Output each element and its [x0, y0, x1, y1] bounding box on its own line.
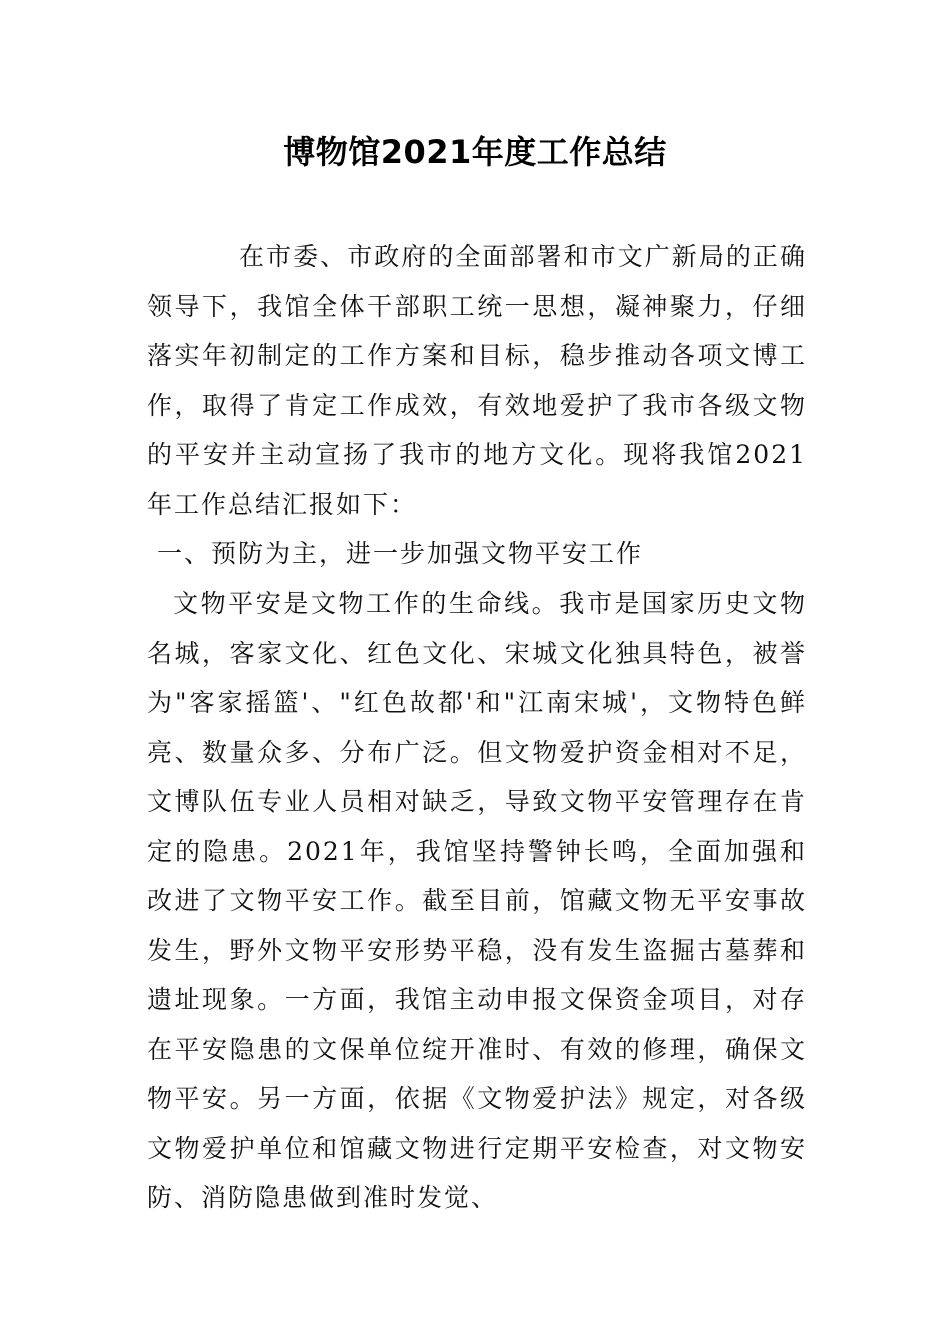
section-1-paragraph: 文物平安是文物工作的生命线。我市是国家历史文物名城，客家文化、红色文化、宋城文化独具特色，被誉为"客家摇篮'、"红色故都'和"江南宋城'，文物特色鲜亮、数量众多、分布广泛。但文物爱护资金相对不足，文博队伍专业人员相对缺乏，导致文物平安管理存在肯定的隐患。2021年，我馆坚持警钟长鸣，全面加强和改进了文物平安工作。截至目前，馆藏文物无平安事故发生，野外文物平安形势平稳，没有发生盗掘古墓葬和遗址现象。一方面，我馆主动申报文保资金项目，对存在平安隐患的文保单位绽开准时、有效的修理，确保文物平安。另一方面，依据《文物爱护法》规定，对各级文物爱护单位和馆藏文物进行定期平安检查，对文物安防、消防隐患做到准时发觉、 — [147, 589, 807, 1212]
intro-paragraph: 在市委、市政府的全面部署和市文广新局的正确领导下，我馆全体干部职工统一思想，凝神聚力，仔细落实年初制定的工作方案和目标，稳步推动各项文博工作，取得了肯定工作成效，有效地爱护了我市各级文物的平安并主动宣扬了我市的地方文化。现将我馆2021年工作总结汇报如下： — [147, 242, 807, 519]
section-1-heading: 一、预防为主，进一步加强文物平安工作 — [157, 539, 644, 568]
document-title: 博物馆2021年度工作总结 — [283, 133, 667, 171]
